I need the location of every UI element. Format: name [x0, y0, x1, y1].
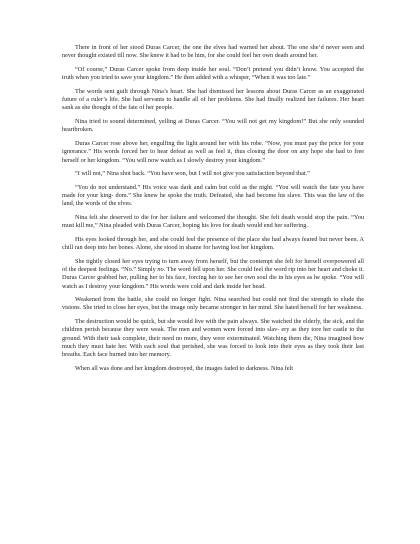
paragraph: “I will not,” Nina shot back. “You have won, but I will not give you satisfaction beyond that.”: [75, 170, 310, 178]
paragraph: Nina felt she deserved to die for her failure and welcomed the thought. She felt death would stop the pain. “You must kill me,” Nina pleaded with Duras Carcer, hoping his love for death would end her suffering.: [62, 213, 364, 230]
paragraph: She tightly closed her eyes trying to turn away from herself, but the contempt she felt for herself overpowered all of the deepest feelings. “No.” Simply no. The word fell upon her. She could feel the word rip into her heart and choke it. Duras Carcer grabbed her, pulling her to his face, forcing her to see her own soul die in his eyes as he spoke. “You will watch as I destroy your kingdom.” His words were cold and dark inside her head.: [62, 257, 364, 290]
paragraph: Nina tried to sound determined, yelling at Duras Carcer. “You will not get my kingdom!” But she only sounded heartbroken.: [62, 117, 364, 134]
body-text: [62, 44, 364, 378]
paragraph: “You do not understand.” His voice was dark and calm but cold as the night. “You will watch the fate you have made for your king- dom.” She knew he spoke the truth. Defeated, she had become his slave. This was the law of the land, the words of the elves.: [62, 183, 364, 208]
paragraph: His eyes looked through her, and she could feel the presence of the place she had always feared but never been. A chill ran deep into her bones. Alone, she stood in shame for having lost her kingdom.: [62, 235, 364, 252]
paragraph: Duras Carcer rose above her, engulfing the light around her with his robe. “Now, you must pay the price for your ignorance.” His words forced her to hear defeat as well as feel it, thus closing the door on any hope she had to free herself or her kingdom. “You will now watch as I slowly destroy your kingdom.”: [62, 139, 364, 164]
paragraph: There in front of her stood Duras Carcer, the one the elves had warned her about. The one she’d never seen and never thought existed till now. She knew it had to be him, for she could feel her own death around her.: [62, 44, 364, 60]
emphasized-word: no.: [157, 265, 166, 273]
paragraph: “Of course,” Duras Carcer spoke from deep inside her soul. “Don’t pretend you didn’t know. You accepted the truth when you tried to save your kingdom.” He then added with a whisper, “When it was too late.”: [62, 65, 364, 82]
paragraph: Weakened from the battle, she could no longer fight. Nina searched but could not find the strength to elude the visions. She tried to close her eyes, but the image only became stronger in her mind. She hated herself for her weakness.: [62, 296, 364, 312]
paragraph: The words sent guilt through Nina’s heart. She had dismissed her lessons about Duras Carcer as an exaggerated future of a ruler’s life. She had servants to handle all of her problems. She had finally realized her failures. Her heart sank as she thought of the fate of her people.: [62, 87, 364, 112]
paragraph: The destruction would be quick, but she would live with the pain always. She watched the elderly, the sick, and the children perish because they were weak. The men and women were forced into slav- ery as they tore her castle to the ground. With their task complete, their need no more, they were exterminated. Watching them die, Nina imagined how much they must hate her. With each soul that perished, she was forced to look into their eyes as they took their last breaths. Each face burned into her memory.: [62, 318, 364, 359]
paragraph: When all was done and her kingdom destroyed, the images faded to darkness. Nina felt: [75, 364, 293, 372]
